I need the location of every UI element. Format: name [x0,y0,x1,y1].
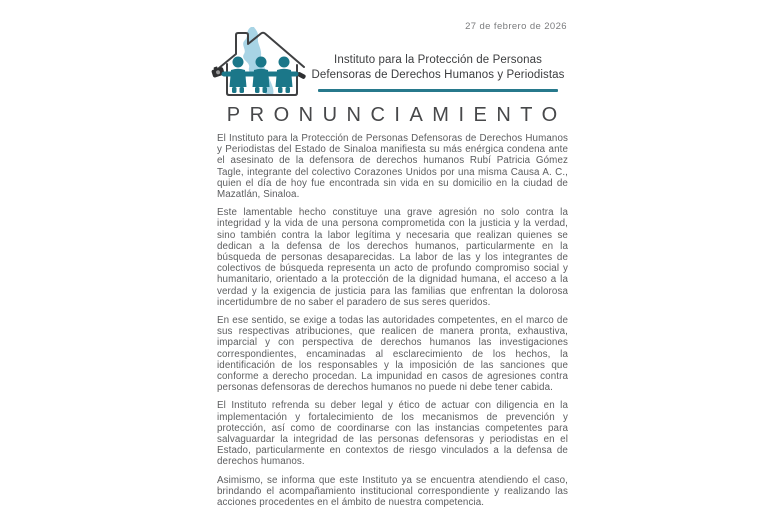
document-date: 27 de febrero de 2026 [465,21,567,32]
paragraph-1: El Instituto para la Protección de Personas Defensoras de Derechos Humanos y Periodistas del Estado de Sinaloa manifiesta su más enérgica condena ante el asesinato de la defensora de derechos humanos Rubí Patricia Gómez Tagle, integrante del colectivo Corazones Unidos por una misma Causa A. C., quien el día de hoy fue encontrada sin vida en su domicilio en la ciudad de Mazatlán, Sinaloa. [217,133,568,201]
house-with-people-and-sinaloa-map-icon [207,26,313,100]
organization-name-block [310,53,566,92]
paragraph-3: En ese sentido, se exige a todas las autoridades competentes, en el marco de sus respectivas atribuciones, que realicen de manera pronta, exhaustiva, imparcial y con perspectiva de derechos humanos las investigaciones correspondientes, encaminadas al esclarecimiento de los hechos, la identificación de los responsables y la imposición de las sanciones que conforme a derecho procedan. La impunidad en casos de agresiones contra personas defensoras de derechos humanos no puede ni debe tener cabida. [217,315,568,394]
document-title: PRONUNCIAMIENTO [226,104,567,126]
organization-name-line2: Defensoras de Derechos Humanos y Periodistas [311,68,565,81]
paragraph-5: Asimismo, se informa que este Instituto ya se encuentra atendiendo el caso, brindando el acompañamiento institucional correspondiente y realizando las acciones procedentes en el ámbito de nuestra competencia. [217,474,568,509]
paragraph-4: El Instituto refrenda su deber legal y ético de actuar con diligencia en la implementación y fortalecimiento de los mecanismos de prevención y protección, así como de coordinarse con las instancias competentes para salvaguardar la integridad de las personas defensoras y periodistas en el Estado, particularmente en contextos de riesgo vinculados a la defensa de derechos humanos. [217,400,568,468]
document-body [217,133,568,512]
organization-name-line1: Instituto para la Protección de Personas [334,54,542,66]
people-figures [230,57,293,94]
header-divider [318,89,558,92]
paragraph-2: Este lamentable hecho constituye una grave agresión no solo contra la integridad y la vida de una persona comprometida con la justicia y la verdad, sino también contra la labor legítima y necesaria que realizan quienes se dedican a la defensa de los derechos humanos, particularmente en la búsqueda de personas desaparecidas. La labor de las y los integrantes de colectivos de búsqueda representa un acto de profundo compromiso social y humanitario, orientado a la protección de la dignidad humana, el acceso a la verdad y la exigencia de justicia para las familias que enfrentan la dolorosa incertidumbre de no saber el paradero de sus seres queridos. [217,207,568,308]
institute-logo [207,26,313,100]
